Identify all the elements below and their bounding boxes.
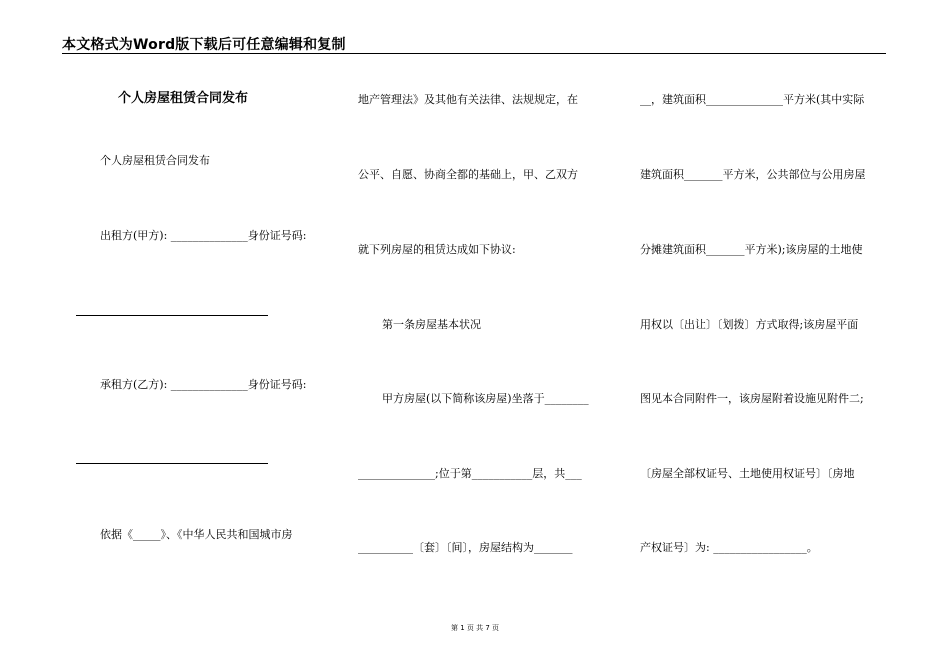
text-line: 就下列房屋的租赁达成如下协议: — [358, 243, 516, 256]
page-number: 第 1 页 共 7 页 — [450, 624, 500, 632]
text-line: 图见本合同附件一，该房屋附着设施见附件二; — [640, 392, 864, 405]
lessee-blank-rule — [76, 463, 268, 464]
text-line: 产权证号〕为: _________________。 — [640, 541, 818, 554]
column-1 — [76, 0, 346, 672]
text-line: 建筑面积_______平方米，公共部位与公用房屋 — [640, 168, 866, 181]
section-heading: 第一条房屋基本状况 — [382, 318, 481, 331]
text-line: __________〔套〕〔间〕，房屋结构为_______ — [358, 541, 573, 554]
text-line: 用权以〔出让〕〔划拨〕方式取得;该房屋平面 — [640, 318, 859, 331]
lessee-line: 承租方(乙方): ______________身份证号码: — [100, 378, 307, 391]
column-2 — [358, 0, 628, 672]
document-subtitle: 个人房屋租赁合同发布 — [100, 154, 210, 167]
column-3 — [640, 0, 910, 672]
text-line: 分摊建筑面积_______平方米);该房屋的土地使 — [640, 243, 863, 256]
text-line: 公平、自愿、协商全都的基础上，甲、乙双方 — [358, 168, 578, 181]
text-line: ______________;位于第___________层，共___ — [358, 467, 582, 480]
lessor-blank-rule — [76, 315, 268, 316]
document-header-note: 本文格式为Word版下载后可任意编辑和复制 — [62, 37, 346, 53]
lessor-line: 出租方(甲方): ______________身份证号码: — [100, 229, 307, 242]
text-line: 〔房屋全部权证号、土地使用权证号〕〔房地 — [640, 467, 855, 480]
text-line: 地产管理法》及其他有关法律、法规规定，在 — [358, 93, 578, 106]
text-line: 甲方房屋(以下简称该房屋)坐落于________ — [382, 392, 589, 405]
basis-line: 依据《_____》、《中华人民共和国城市房 — [100, 528, 293, 541]
document-title: 个人房屋租赁合同发布 — [118, 91, 249, 106]
text-line: __，建筑面积______________平方米(其中实际 — [640, 93, 865, 106]
